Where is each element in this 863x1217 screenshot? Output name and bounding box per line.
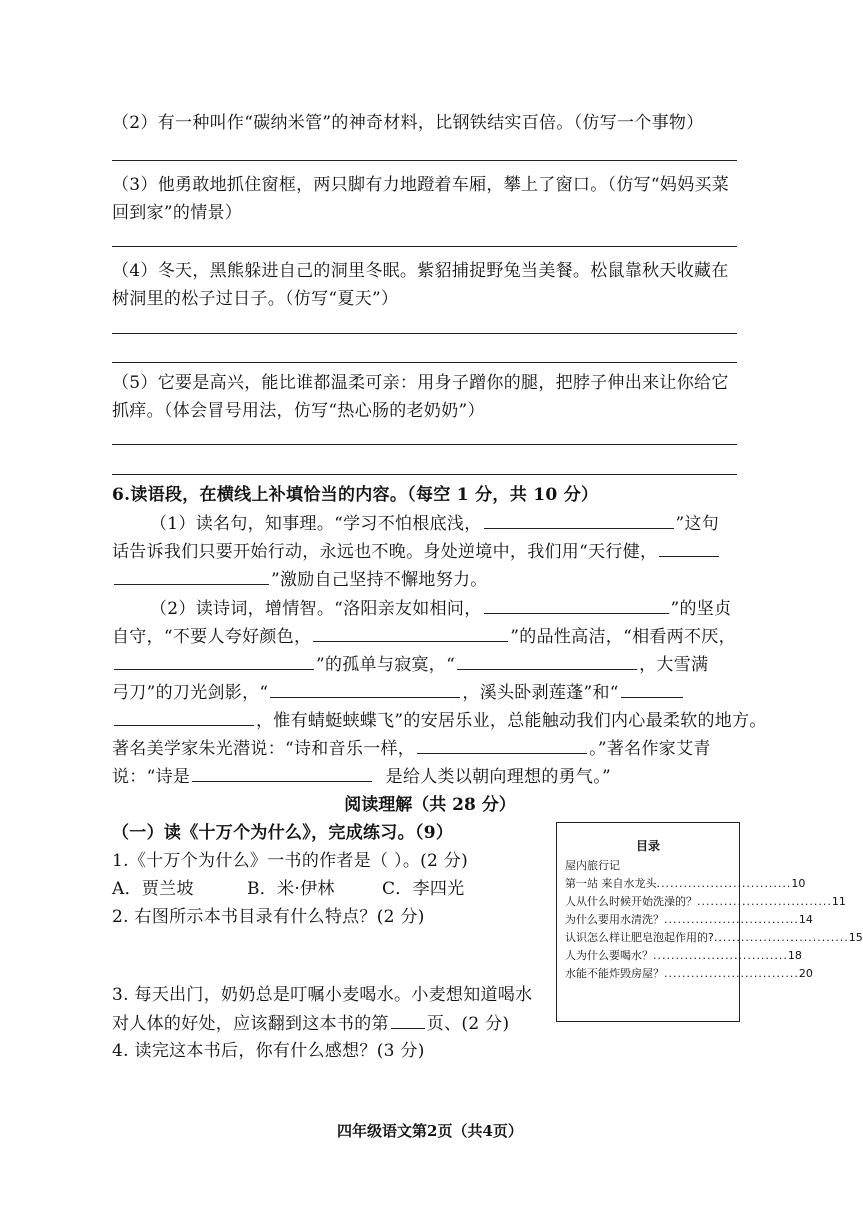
text-segment: 页、(2 分) <box>426 1014 510 1034</box>
toc-entry <box>565 929 863 947</box>
toc-leader-dots: .............................. <box>713 931 849 944</box>
q5-item-4-line1: （4）冬天，黑熊躲进自己的洞里冬眠。紫貂捕捉野兔当美餐。松鼠靠秋天收藏在 <box>112 261 729 281</box>
q6-p2-line6 <box>112 735 711 762</box>
fill-blank[interactable] <box>417 735 587 754</box>
toc-entry-page: 15 <box>848 931 863 944</box>
toc-leader-dots: .............................. <box>653 949 788 962</box>
toc-leader-dots: .............................. <box>697 895 832 908</box>
text-segment: 自守，“不要人夸好颜色， <box>112 627 312 647</box>
table-of-contents-box <box>556 822 863 1022</box>
toc-leader-dots: .............................. <box>664 913 799 926</box>
text-segment: ，溪头卧剥莲蓬”和“ <box>462 683 619 703</box>
text-segment: ”这句 <box>675 514 720 534</box>
toc-entry-label: 认识怎么样让肥皂泡起作用的? <box>565 931 714 944</box>
q6-p1-line3 <box>112 566 488 593</box>
answer-line <box>112 333 737 334</box>
fill-blank[interactable] <box>391 1010 425 1029</box>
text-segment: （1）读名句，知事理。“学习不怕根底浅， <box>150 514 482 534</box>
q6-p2-line1 <box>150 595 731 622</box>
text-segment: ，惟有蜻蜓蛱蝶飞”的安居乐业，总能触动我们内心最柔软的地方。 <box>256 711 767 731</box>
text-segment: 是给人类以朝向理想的勇气。” <box>385 767 612 787</box>
toc-entry-page: 10 <box>791 877 806 890</box>
toc-entry-page: 14 <box>798 913 813 926</box>
q6-heading: 6.读语段，在横线上补填恰当的内容。（每空 1 分，共 10 分） <box>112 485 599 505</box>
q6-p1-line1 <box>150 510 719 537</box>
page-footer: 四年级语文第2页（共4页） <box>337 1122 523 1140</box>
toc-entry-label: 第一站 来自水龙头 <box>565 877 657 890</box>
reading-q3-line2 <box>112 1010 509 1037</box>
q5-item-5-line2: 抓痒。（体会冒号用法，仿写“热心肠的老奶奶”） <box>112 401 485 421</box>
fill-blank[interactable] <box>484 510 674 529</box>
answer-line <box>112 362 737 363</box>
reading-q1: 1.《十万个为什么》一书的作者是（ ）。(2 分) <box>112 851 469 871</box>
toc-entry <box>565 947 802 965</box>
q6-p2-line2 <box>112 623 736 650</box>
reading-q2: 2. 右图所示本书目录有什么特点？(2 分) <box>112 907 425 927</box>
toc-section: 屋内旅行记 <box>565 859 620 872</box>
fill-blank[interactable] <box>484 595 669 614</box>
toc-entry-page: 20 <box>798 967 813 980</box>
toc-leader-dots: .............................. <box>656 877 792 890</box>
q6-p1-line2 <box>112 538 721 565</box>
q6-p2-line5 <box>112 707 767 734</box>
reading-q3-line1: 3. 每天出门，奶奶总是叮嘱小麦喝水。小麦想知道喝水 <box>112 985 533 1005</box>
reading-part1-heading: （一）读《十万个为什么》，完成练习。（9） <box>112 823 454 843</box>
text-segment: 。”著名作家艾青 <box>589 739 711 759</box>
text-segment: ，大雪满 <box>639 655 709 675</box>
q6-p2-line7 <box>112 763 611 790</box>
q5-item-5-line1: （5）它要是高兴，能比谁都温柔可亲：用身子蹭你的腿，把脖子伸出来让你给它 <box>112 373 729 393</box>
fill-blank[interactable] <box>659 538 719 557</box>
text-segment: （2）读诗词，增情智。“洛阳亲友如相问， <box>150 599 482 619</box>
q6-p2-line4 <box>112 679 685 706</box>
reading-q1-options <box>112 876 465 902</box>
text-segment: 话告诉我们只要开始行动，永远也不晚。身处逆境中，我们用“天行健， <box>112 542 658 562</box>
toc-entry-label: 人从什么时候开始洗澡的？ <box>565 895 697 908</box>
text-segment: ”的孤单与寂寞，“ <box>316 655 456 675</box>
toc-entry <box>565 911 813 929</box>
fill-blank[interactable] <box>270 679 460 698</box>
toc-entries <box>565 875 863 983</box>
q5-item-2: （2）有一种叫作“碳纳米管”的神奇材料，比钢铁结实百倍。（仿写一个事物） <box>112 113 704 133</box>
text-segment: 弓刀”的刀光剑影，“ <box>112 683 269 703</box>
toc-entry-label: 为什么要用水清洗？ <box>565 913 664 926</box>
option-c[interactable]: C．李四光 <box>382 879 465 899</box>
q5-item-3-line2: 回到家”的情景） <box>112 203 243 223</box>
fill-blank[interactable] <box>192 763 372 782</box>
toc-leader-dots: .............................. <box>664 967 799 980</box>
fill-blank[interactable] <box>114 651 314 670</box>
toc-entry <box>565 893 846 911</box>
option-b[interactable]: B．米·伊林 <box>247 879 335 899</box>
text-segment: 说：“诗是 <box>112 767 191 787</box>
answer-line <box>112 474 737 475</box>
fill-blank[interactable] <box>457 651 637 670</box>
fill-blank[interactable] <box>114 707 254 726</box>
toc-entry <box>565 965 813 983</box>
q5-item-3-line1: （3）他勇敢地抓住窗框，两只脚有力地蹬着车厢，攀上了窗口。（仿写“妈妈买菜 <box>112 175 730 195</box>
toc-entry-label: 人为什么要喝水？ <box>565 949 653 962</box>
text-segment: 对人体的好处，应该翻到这本书的第 <box>112 1014 389 1034</box>
answer-line <box>112 444 737 445</box>
fill-blank[interactable] <box>114 566 269 585</box>
fill-blank[interactable] <box>313 623 508 642</box>
text-segment: ”的品性高洁，“相看两不厌， <box>510 627 736 647</box>
fill-blank[interactable] <box>621 679 683 698</box>
toc-entry-label: 水能不能炸毁房屋？ <box>565 967 664 980</box>
toc-entry-page: 11 <box>831 895 846 908</box>
option-a[interactable]: A．贾兰坡 <box>112 879 194 899</box>
reading-q4: 4. 读完这本书后，你有什么感想？(3 分) <box>112 1041 425 1061</box>
text-segment: ”的坚贞 <box>670 599 732 619</box>
toc-title: 目录 <box>635 839 660 853</box>
reading-section-title: 阅读理解（共 28 分） <box>344 795 516 815</box>
answer-line <box>112 160 737 161</box>
q5-item-4-line2: 树洞里的松子过日子。（仿写“夏天”） <box>112 289 399 309</box>
q6-p2-line3 <box>112 651 708 678</box>
toc-entry <box>565 875 806 893</box>
text-segment: 著名美学家朱光潜说：“诗和音乐一样， <box>112 739 416 759</box>
toc-entry-page: 18 <box>787 949 802 962</box>
answer-line <box>112 246 737 247</box>
text-segment: ”激励自己坚持不懈地努力。 <box>271 570 488 590</box>
